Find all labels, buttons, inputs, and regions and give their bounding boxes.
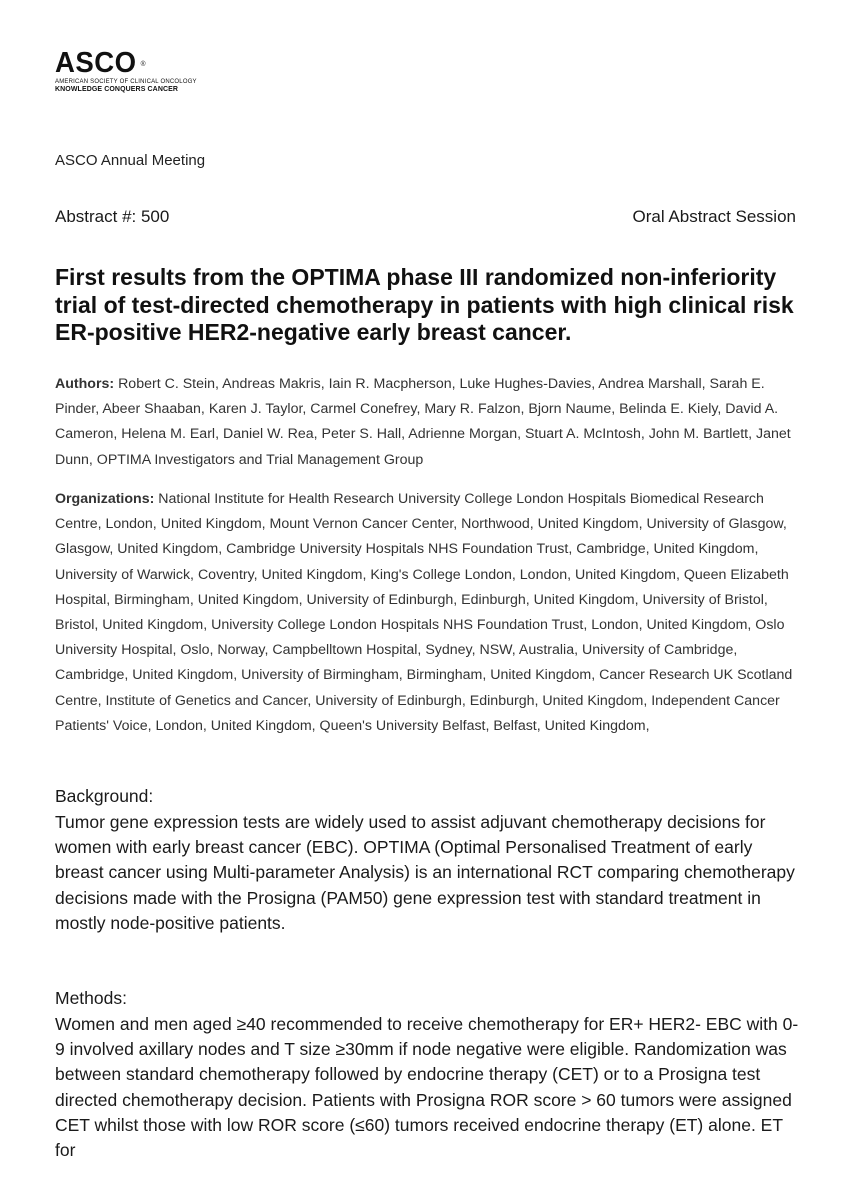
asco-logo: [55, 47, 197, 93]
methods-heading: Methods:: [55, 988, 127, 1008]
authors-section: [55, 372, 803, 473]
organizations-section: [55, 487, 803, 739]
authors-label: Authors:: [55, 376, 115, 392]
methods-text: Women and men aged ≥40 recommended to receive chemotherapy for ER+ HER2- EBC with 0-9 involved axillary nodes and T size ≥30mm if node negative were eligible. Randomization was between standard chemotherapy followed by endocrine therapy (CET) or to a Prosigna test directed chemotherapy decision. Patients with Prosigna ROR score > 60 tumors were assigned CET whilst those with low ROR score (≤60) tumors received endocrine therapy (ET) alone. ET for: [55, 1014, 799, 1161]
logo-society-name: AMERICAN SOCIETY OF CLINICAL ONCOLOGY: [55, 79, 197, 85]
authors-text: Robert C. Stein, Andreas Makris, Iain R. Macpherson, Luke Hughes-Davies, Andrea Marshall, Sarah E. Pinder, Abeer Shaaban, Karen J. Taylor, Carmel Conefrey, Mary R. Falzon, Bjorn Naume, Belinda E. Kiely, David A. Cameron, Helena M. Earl, Daniel W. Rea, Peter S. Hall, Adrienne Morgan, Stuart A. McIntosh, John M. Bartlett, Janet Dunn, OPTIMA Investigators and Trial Management Group: [55, 376, 791, 468]
meeting-name: ASCO Annual Meeting: [55, 152, 206, 169]
organizations-label: Organizations:: [55, 491, 155, 507]
organizations-text: National Institute for Health Research University College London Hospitals Biomedical Research Centre, London, United Kingdom, Mount Vernon Cancer Center, Northwood, United Kingdom, University of Glasgow, Glasgow, United Kingdom, Cambridge University Hospitals NHS Foundation Trust, Cambridge, United Kingdom, University of Warwick, Coventry, United Kingdom, King's College London, London, United Kingdom, Queen Elizabeth Hospital, Birmingham, United Kingdom, University of Edinburgh, Edinburgh, United Kingdom, University of Bristol, Bristol, United Kingdom, University College London Hospitals NHS Foundation Trust, London, United Kingdom, Oslo University Hospital, Oslo, Norway, Campbelltown Hospital, Sydney, NSW, Australia, University of Cambridge, Cambridge, United Kingdom, University of Birmingham, Birmingham, United Kingdom, Cancer Research UK Scotland Centre, Institute of Genetics and Cancer, University of Edinburgh, Edinburgh, United Kingdom, Independent Cancer Patients' Voice, London, United Kingdom, Queen's University Belfast, Belfast, United Kingdom,: [55, 491, 793, 734]
registered-mark: ®: [140, 61, 147, 68]
abstract-number: Abstract #: 500: [55, 207, 170, 226]
background-heading: Background:: [55, 786, 154, 806]
abstract-title: First results from the OPTIMA phase III randomized non-inferiority trial of test-directed chemotherapy in patients with high clinical risk ER-positive HER2-negative early breast cancer.: [55, 264, 794, 345]
logo-wordmark: ASCO ®: [55, 47, 147, 79]
background-text: Tumor gene expression tests are widely used to assist adjuvant chemotherapy decisions for women with early breast cancer (EBC). OPTIMA (Optimal Personalised Treatment of early breast cancer using Multi-parameter Analysis) is an international RCT comparing chemotherapy decisions made with the Prosigna (PAM50) gene expression test with standard treatment in mostly node-positive patients.: [55, 812, 795, 933]
logo-tagline: KNOWLEDGE CONQUERS CANCER: [55, 86, 179, 93]
session-type: Oral Abstract Session: [632, 207, 796, 226]
